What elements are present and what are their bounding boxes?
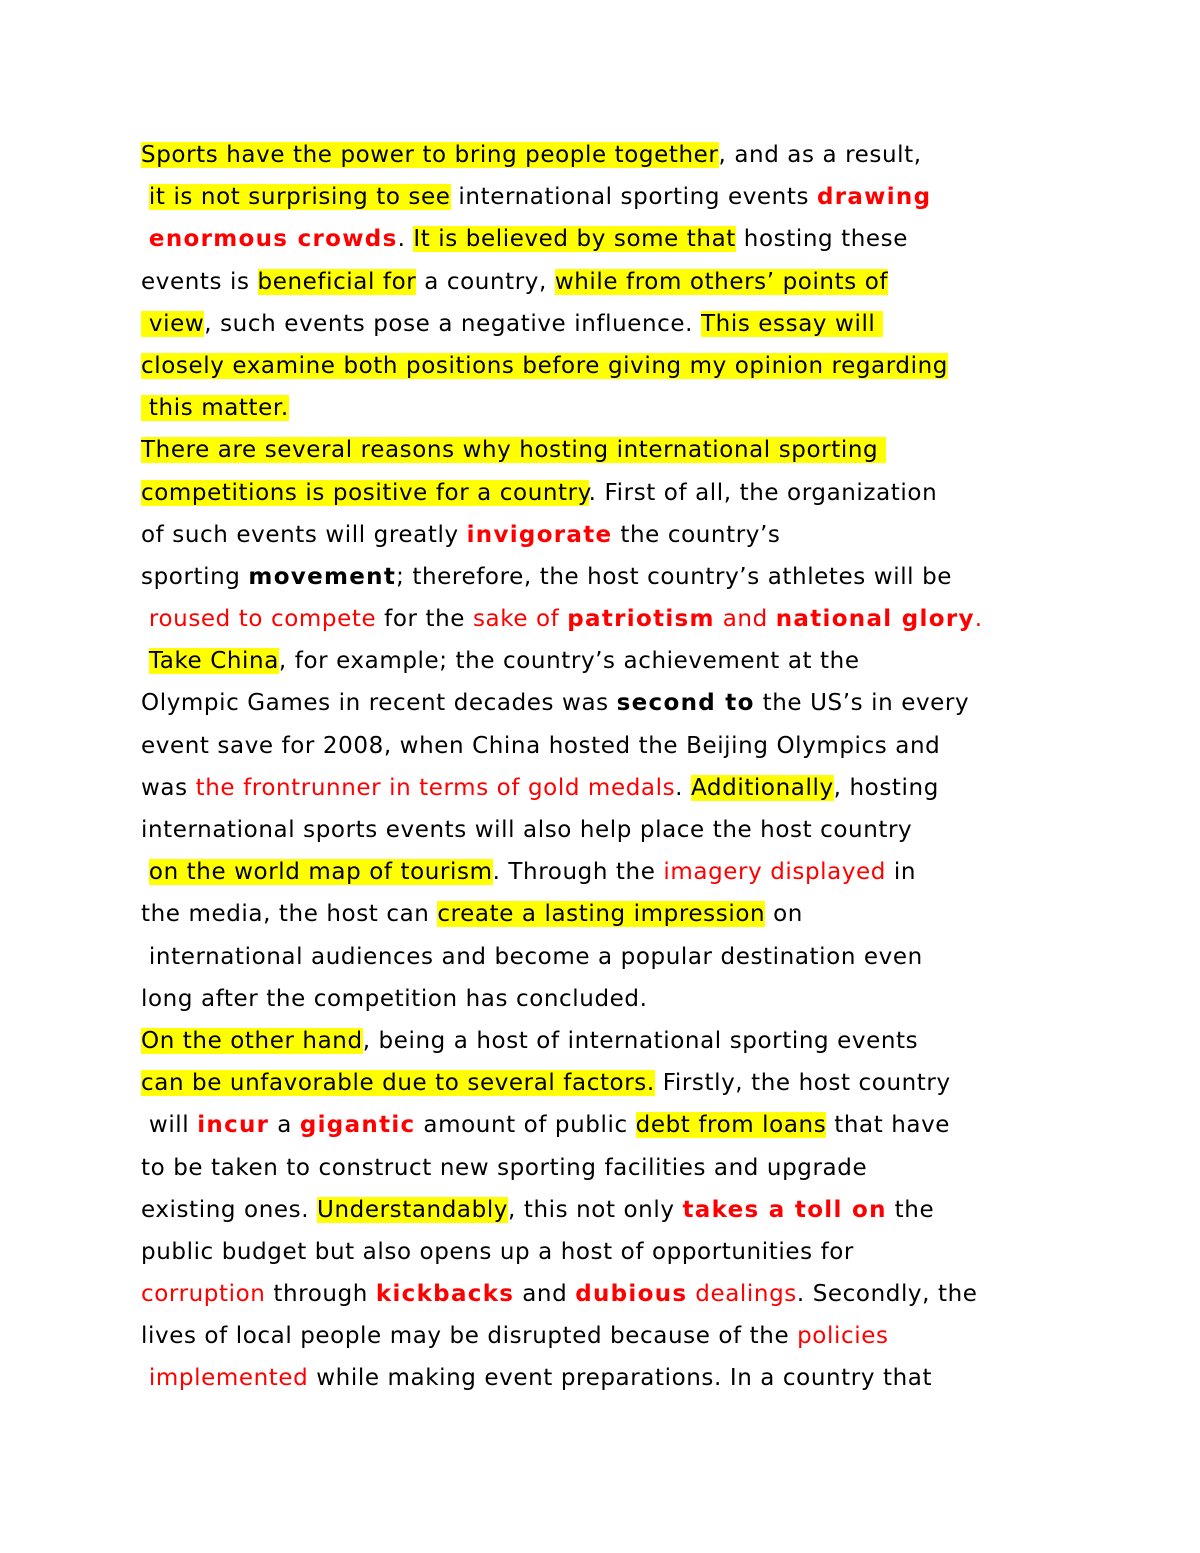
highlighted-phrase: while from others’ points of bbox=[554, 268, 889, 295]
text-line bbox=[141, 556, 1081, 598]
bold-red-phrase: dubious bbox=[575, 1281, 688, 1308]
text-line bbox=[141, 725, 1081, 767]
text-line bbox=[141, 472, 1081, 514]
text-run: . Through the bbox=[492, 859, 664, 886]
text-line bbox=[141, 682, 1081, 724]
text-line bbox=[141, 387, 1081, 429]
text-run: ; therefore, the host country’s athletes will be bbox=[396, 563, 953, 590]
text-line bbox=[141, 1231, 1081, 1273]
highlighted-phrase: debt from loans bbox=[635, 1112, 827, 1139]
text-line bbox=[141, 1104, 1081, 1146]
text-run: on bbox=[765, 901, 803, 928]
text-line bbox=[141, 1273, 1081, 1315]
text-run bbox=[141, 606, 149, 632]
highlighted-phrase: it is not surprising to see bbox=[148, 184, 451, 211]
red-phrase: corruption bbox=[141, 1281, 266, 1308]
text-run bbox=[141, 648, 149, 674]
bold-red-phrase: kickbacks bbox=[375, 1281, 515, 1308]
text-line bbox=[141, 598, 1081, 640]
text-run: amount of public bbox=[415, 1112, 636, 1139]
highlighted-phrase: can be unfavorable due to several factors. bbox=[141, 1070, 655, 1097]
text-run: , this not only bbox=[508, 1196, 683, 1223]
text-run: existing ones. bbox=[141, 1196, 318, 1223]
text-run: a bbox=[269, 1112, 300, 1139]
text-line bbox=[141, 893, 1081, 935]
text-line bbox=[141, 851, 1081, 893]
text-line bbox=[141, 345, 1081, 387]
text-run: . bbox=[397, 226, 414, 253]
text-run bbox=[141, 226, 149, 252]
text-line bbox=[141, 176, 1081, 218]
red-phrase: the frontrunner in terms of gold medals bbox=[195, 774, 676, 801]
red-phrase: policies bbox=[797, 1323, 889, 1350]
bold-red-phrase: drawing bbox=[816, 184, 932, 211]
text-run: lives of local people may be disrupted because of the bbox=[141, 1323, 798, 1350]
text-run: international sports events will also help place the host country bbox=[141, 817, 913, 843]
text-run: . Secondly, the bbox=[796, 1281, 978, 1308]
text-run: of such events will greatly bbox=[141, 521, 467, 548]
text-run: the bbox=[886, 1196, 935, 1223]
text-line bbox=[141, 218, 1081, 260]
essay-body bbox=[141, 134, 1081, 1400]
text-line bbox=[141, 978, 1081, 1020]
red-phrase: sake of bbox=[472, 606, 568, 633]
text-line bbox=[141, 809, 1081, 851]
bold-red-phrase: national glory bbox=[775, 606, 975, 633]
text-run: the media, the host can bbox=[141, 901, 438, 928]
text-run: while making event preparations. In a country that bbox=[308, 1365, 933, 1392]
text-run: a country, bbox=[416, 268, 555, 295]
highlighted-phrase: On the other hand bbox=[141, 1027, 363, 1054]
text-run: , hosting bbox=[833, 774, 939, 801]
highlighted-phrase: It is believed by some that bbox=[413, 226, 736, 253]
highlighted-phrase: Additionally bbox=[691, 774, 834, 801]
text-run: for the bbox=[376, 606, 473, 633]
red-phrase: and bbox=[714, 606, 776, 633]
highlighted-phrase: competitions is positive for a country bbox=[141, 479, 589, 506]
bold-red-phrase: incur bbox=[197, 1112, 270, 1139]
text-line bbox=[141, 1189, 1081, 1231]
bold-red-phrase: takes a toll on bbox=[682, 1196, 887, 1223]
text-line bbox=[141, 1020, 1081, 1062]
text-line bbox=[141, 1147, 1081, 1189]
red-phrase: implemented bbox=[148, 1365, 309, 1392]
bold-red-phrase: patriotism bbox=[567, 606, 715, 633]
text-run: to be taken to construct new sporting facilities and upgrade bbox=[141, 1154, 868, 1181]
text-run: was bbox=[141, 774, 196, 801]
text-line bbox=[141, 1357, 1081, 1399]
text-line bbox=[141, 936, 1081, 978]
text-run bbox=[141, 184, 149, 210]
text-run: through bbox=[265, 1281, 376, 1308]
text-line bbox=[141, 640, 1081, 682]
highlighted-phrase: view bbox=[141, 310, 205, 337]
highlighted-phrase: closely examine both positions before giving my opinion regarding bbox=[141, 352, 948, 379]
bold-red-phrase: invigorate bbox=[466, 521, 613, 548]
text-run: events is bbox=[141, 268, 258, 295]
text-run bbox=[141, 1365, 149, 1391]
highlighted-phrase: Take China bbox=[148, 648, 279, 675]
text-run: international audiences and become a popular destination even bbox=[141, 943, 923, 970]
text-run bbox=[141, 859, 149, 885]
bold-red-phrase: gigantic bbox=[299, 1112, 416, 1139]
highlighted-phrase: Understandably bbox=[317, 1196, 509, 1223]
bold-red-phrase: enormous crowds bbox=[148, 226, 398, 253]
text-run: , such events pose a negative influence. bbox=[204, 310, 701, 337]
text-run: Firstly, the host country bbox=[654, 1070, 951, 1097]
text-run: Olympic Games in recent decades was bbox=[141, 690, 617, 717]
highlighted-phrase: on the world map of tourism bbox=[148, 859, 493, 886]
bold-phrase: movement bbox=[248, 563, 397, 590]
text-run: in bbox=[886, 859, 917, 886]
red-phrase: roused to compete bbox=[148, 606, 377, 633]
highlighted-phrase: This essay will bbox=[701, 310, 884, 337]
text-run: the US’s in every bbox=[754, 690, 970, 717]
text-run: . First of all, the organization bbox=[588, 479, 938, 506]
highlighted-phrase: beneficial for bbox=[257, 268, 417, 295]
text-run: international sporting events bbox=[450, 184, 817, 211]
text-line bbox=[141, 1062, 1081, 1104]
text-line bbox=[141, 429, 1081, 471]
text-line bbox=[141, 767, 1081, 809]
text-run: will bbox=[141, 1112, 198, 1139]
red-phrase: dealings bbox=[695, 1281, 797, 1308]
red-phrase: imagery displayed bbox=[663, 859, 887, 886]
highlighted-phrase: Sports have the power to bring people together bbox=[141, 142, 719, 168]
text-run: event save for 2008, when China hosted the Beijing Olympics and bbox=[141, 732, 941, 759]
red-phrase: . bbox=[974, 606, 983, 633]
text-run: public budget but also opens up a host of opportunities for bbox=[141, 1238, 854, 1265]
text-line bbox=[141, 261, 1081, 303]
text-run: and bbox=[514, 1281, 576, 1308]
highlighted-phrase: create a lasting impression bbox=[437, 901, 766, 928]
highlighted-phrase: There are several reasons why hosting international sporting bbox=[141, 437, 887, 464]
bold-phrase: second to bbox=[616, 690, 755, 717]
text-run: long after the competition has concluded. bbox=[141, 985, 648, 1012]
text-line bbox=[141, 1315, 1081, 1357]
text-run: sporting bbox=[141, 563, 249, 590]
text-line bbox=[141, 514, 1081, 556]
text-run: the country’s bbox=[612, 521, 781, 548]
highlighted-phrase: this matter. bbox=[141, 395, 289, 422]
text-run: , and as a result, bbox=[718, 142, 922, 168]
text-run: , being a host of international sporting events bbox=[362, 1027, 919, 1054]
text-run: . bbox=[675, 774, 691, 801]
text-run: that have bbox=[826, 1112, 951, 1139]
text-run: , for example; the country’s achievement at the bbox=[278, 648, 860, 675]
text-run: hosting these bbox=[735, 226, 909, 253]
text-line bbox=[141, 303, 1081, 345]
text-line bbox=[141, 134, 1081, 176]
